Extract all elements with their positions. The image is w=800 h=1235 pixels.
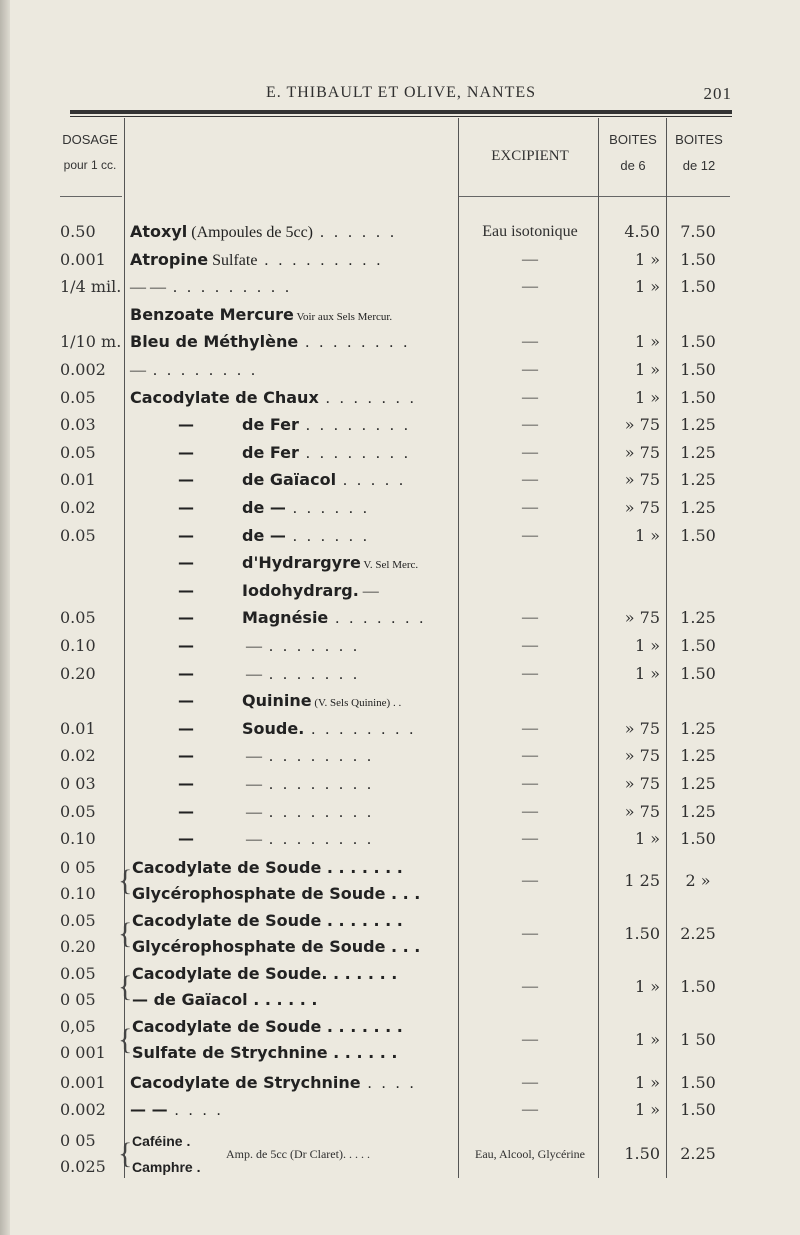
table-row <box>0 632 800 660</box>
product-name <box>130 356 258 385</box>
excipient-value: — <box>522 775 538 792</box>
dosage-value: 0.05 <box>60 387 96 407</box>
product-detail: — <box>242 776 262 793</box>
box-of-6-price: 1 » <box>634 277 660 297</box>
product-label: de — <box>242 498 286 517</box>
box-of-12-price: 1.25 <box>680 415 716 435</box>
dosage-value: 0 001 <box>60 1042 106 1062</box>
box-of-12-price: 1.50 <box>680 277 716 297</box>
table-row <box>0 384 800 412</box>
dosage-value: 0.025 <box>60 1157 106 1176</box>
table-row <box>0 549 800 577</box>
dosage-value: 0.50 <box>60 222 96 241</box>
leader-dots: . . . . . . . <box>262 638 360 655</box>
box-of-12-price: 1.25 <box>680 718 716 738</box>
product-name <box>130 328 410 357</box>
box-of-6-price: 1 » <box>634 525 660 545</box>
dosage-value: 0.20 <box>60 936 96 956</box>
cross-reference-note: Voir aux Sels Mercur. <box>293 310 393 323</box>
product-name <box>130 439 411 468</box>
product-name <box>130 660 360 689</box>
product-label: Cacodylate de Strychnine <box>130 1072 361 1092</box>
product-detail: — <box>242 748 262 766</box>
box-of-12-price: 1.50 <box>680 1072 716 1092</box>
page-header <box>70 84 732 108</box>
excipient-value: — <box>522 443 538 461</box>
table-row <box>0 301 800 329</box>
box-of-6-price: 1 » <box>634 387 660 407</box>
box-of-12-price: 2 » <box>685 870 711 890</box>
box-of-6-price: 1 » <box>634 332 660 352</box>
table-row <box>0 273 800 301</box>
product-label: — — <box>130 1100 168 1120</box>
table-row-combined <box>0 1128 800 1180</box>
leader-dots: . . . . . . . . <box>262 803 374 821</box>
box-of-6-price: » 75 <box>624 442 660 462</box>
leader-dots: . . . . . . . . <box>298 444 411 462</box>
dosage-value: 0.20 <box>60 663 96 683</box>
dosage-value: 0.01 <box>60 470 96 490</box>
excipient-value: — <box>522 361 538 378</box>
excipient-value: — <box>522 388 538 406</box>
excipient-value: — <box>522 871 538 889</box>
product-label: Magnésie <box>242 608 329 628</box>
leader-dots: . . . . . . . . <box>298 417 411 435</box>
box-of-12-price: 1.50 <box>680 387 716 407</box>
product-name <box>130 246 383 275</box>
box-of-6-price: » 75 <box>624 498 660 517</box>
rule-under-dosage <box>60 196 122 197</box>
ditto-mark: — <box>178 415 194 435</box>
box-of-6-price: 1 » <box>634 663 660 683</box>
ditto-mark: — <box>178 608 194 628</box>
product-label: Atoxyl <box>130 222 188 241</box>
table-row <box>0 825 800 853</box>
product-label: Benzoate Mercure <box>130 304 294 324</box>
dosage-value: 0.05 <box>60 525 96 545</box>
product-name <box>130 1069 417 1098</box>
box-of-6-price: » 75 <box>624 470 660 490</box>
box-of-6-price: 1 » <box>634 360 660 379</box>
product-name <box>130 798 374 827</box>
dosage-value: 0.05 <box>60 963 96 983</box>
product-name <box>130 632 360 661</box>
col-boites6-head-2: de 6 <box>620 158 646 173</box>
product-detail: Amp. de 5cc (Dr Claret). . . . . <box>226 1147 370 1161</box>
product-label: de Fer <box>242 415 299 435</box>
excipient-value: — <box>522 526 538 544</box>
box-of-6-price: 1 25 <box>624 870 660 890</box>
brace-mark: { <box>118 1137 133 1170</box>
header-rule-thin <box>70 116 732 117</box>
table-row <box>0 687 800 715</box>
ditto-mark: — <box>178 801 194 821</box>
leader-dots: . . . . . . . . . <box>257 251 384 269</box>
ditto-mark: — <box>178 718 194 738</box>
leader-dots: . . . . . . <box>313 224 397 241</box>
box-of-6-price: 4.50 <box>624 222 660 241</box>
box-of-12-price: 1.25 <box>680 801 716 821</box>
table-row-combined <box>0 908 800 960</box>
table-row <box>0 1096 800 1124</box>
product-detail: Sulfate <box>208 251 258 269</box>
rule-under-boites <box>600 196 730 197</box>
product-name <box>130 494 370 523</box>
leader-dots: . . . . . . . . <box>262 776 374 793</box>
dosage-value: 0.10 <box>60 636 96 655</box>
excipient-value: — <box>522 747 538 765</box>
dosage-value: 0 05 <box>60 989 96 1009</box>
table-row <box>0 1069 800 1097</box>
box-of-12-price: 1.50 <box>680 332 716 352</box>
excipient-value: — <box>522 1073 538 1091</box>
table-row <box>0 466 800 494</box>
product-name <box>130 218 397 247</box>
table-row <box>0 604 800 632</box>
product-detail: — <box>358 582 379 600</box>
excipient-value: — <box>522 499 538 516</box>
box-of-6-price: 1.50 <box>624 1144 660 1163</box>
header-rule-thick <box>70 110 732 114</box>
product-detail: — <box>242 638 262 655</box>
dosage-value: 0.02 <box>60 746 96 766</box>
product-name <box>130 604 426 633</box>
dosage-value: 0.05 <box>60 608 96 628</box>
leader-dots: . . . . . <box>336 472 407 490</box>
dosage-value: 0.02 <box>60 498 96 517</box>
excipient-value: — <box>522 924 538 942</box>
box-of-12-price: 1.50 <box>680 663 716 683</box>
ditto-mark: — <box>178 553 194 573</box>
dosage-value: 0.01 <box>60 718 96 738</box>
product-name <box>130 825 374 854</box>
box-of-6-price: 1 » <box>634 1072 660 1092</box>
product-name <box>130 301 392 331</box>
table-row <box>0 660 800 688</box>
dosage-value: 0.002 <box>60 1100 106 1120</box>
box-of-12-price: 1.25 <box>680 470 716 490</box>
leader-dots: . . . . . . . <box>328 610 427 628</box>
ditto-mark: — <box>178 829 194 849</box>
dosage-value: 0.002 <box>60 360 106 379</box>
box-of-12-price: 1 50 <box>680 1029 716 1049</box>
col-boites6-head-1: BOITES <box>609 132 657 147</box>
col-boites12-head-2: de 12 <box>682 158 716 173</box>
product-name: Caféine . <box>132 1133 191 1149</box>
box-of-6-price: » 75 <box>624 801 660 821</box>
dosage-value: 0,05 <box>60 1016 96 1036</box>
product-name <box>130 466 406 495</box>
col-dosage-head-2: pour 1 cc. <box>63 158 117 172</box>
excipient-value: — <box>522 719 538 737</box>
table-row <box>0 328 800 356</box>
ditto-mark: — <box>178 442 194 462</box>
box-of-12-price: 1.50 <box>680 976 716 996</box>
col-boites12-head-1: BOITES <box>675 132 723 147</box>
table-row <box>0 715 800 743</box>
brace-mark: { <box>118 916 133 950</box>
excipient-value: — <box>522 830 538 848</box>
product-name <box>130 384 417 413</box>
excipient-value: — <box>522 637 538 654</box>
box-of-6-price: 1 » <box>634 976 660 996</box>
table-row <box>0 218 800 246</box>
leader-dots: . . . . . . . <box>262 665 360 683</box>
dosage-value: 1/4 mil. <box>60 277 122 297</box>
cross-reference-note: (V. Sels Quinine) . . <box>311 697 402 710</box>
box-of-12-price: 2.25 <box>680 923 716 943</box>
ditto-mark: — <box>178 580 194 600</box>
excipient-value: — <box>522 1101 538 1119</box>
box-of-6-price: » 75 <box>624 608 660 628</box>
table-row-combined <box>0 1014 800 1066</box>
product-name <box>130 742 374 771</box>
table-row-combined <box>0 961 800 1013</box>
dosage-value: 0 05 <box>60 857 96 877</box>
product-label: d'Hydrargyre <box>242 553 361 573</box>
ditto-mark: — <box>178 691 194 711</box>
ditto-mark: — <box>178 774 194 793</box>
rule-under-excipient <box>458 196 600 197</box>
product-name: Camphre . <box>132 1159 201 1175</box>
product-detail: — <box>242 665 262 683</box>
ditto-mark: — <box>178 746 194 766</box>
box-of-12-price: 1.25 <box>680 442 716 462</box>
box-of-6-price: » 75 <box>624 415 660 435</box>
dosage-value: 0.05 <box>60 801 96 821</box>
product-name <box>130 273 292 302</box>
box-of-12-price: 1.50 <box>680 1100 716 1120</box>
product-detail: — <box>242 803 262 821</box>
table-row <box>0 246 800 274</box>
leader-dots: . . . . . . <box>285 500 370 517</box>
product-name <box>130 549 418 579</box>
product-detail: — — <box>130 279 166 297</box>
product-label: de — <box>242 525 286 545</box>
excipient-value: — <box>522 471 538 489</box>
brace-mark: { <box>118 969 133 1003</box>
box-of-6-price: 1 » <box>634 249 660 269</box>
product-label: Iodohydrarg. <box>242 580 359 600</box>
table-row <box>0 770 800 798</box>
box-of-12-price: 1.50 <box>680 525 716 545</box>
ditto-mark: — <box>178 636 194 655</box>
product-name: Cacodylate de Soude . . . . . . . <box>132 1016 403 1036</box>
leader-dots: . . . . . . . . <box>262 831 374 849</box>
col-excipient-head: EXCIPIENT <box>491 148 569 164</box>
box-of-12-price: 1.50 <box>680 829 716 849</box>
table-row <box>0 356 800 384</box>
product-label: de Fer <box>242 442 299 462</box>
product-name: Cacodylate de Soude . . . . . . . <box>132 857 403 877</box>
box-of-12-price: 7.50 <box>680 222 716 241</box>
table-row <box>0 522 800 550</box>
excipient-value: — <box>522 802 538 820</box>
dosage-value: 0.001 <box>60 1072 106 1092</box>
ditto-mark: — <box>178 498 194 517</box>
col-dosage-head-1: DOSAGE <box>62 132 118 147</box>
product-detail: — <box>242 831 262 849</box>
table-row <box>0 439 800 467</box>
box-of-6-price: » 75 <box>624 746 660 766</box>
ditto-mark: — <box>178 663 194 683</box>
product-name <box>130 577 379 606</box>
box-of-6-price: » 75 <box>624 718 660 738</box>
excipient-value: — <box>522 1030 538 1048</box>
dosage-value: 0.10 <box>60 829 96 849</box>
table-row <box>0 577 800 605</box>
product-label: Atropine <box>130 249 209 269</box>
product-name: Glycérophosphate de Soude . . . <box>132 936 421 956</box>
table-row <box>0 411 800 439</box>
leader-dots: . . . . <box>360 1074 417 1092</box>
dosage-value: 0.001 <box>60 249 106 269</box>
leader-dots: . . . . . . . . <box>262 748 374 766</box>
leader-dots: . . . . <box>167 1102 224 1120</box>
product-label: Quinine <box>242 691 312 711</box>
box-of-12-price: 1.25 <box>680 746 716 766</box>
ditto-mark: — <box>178 525 194 545</box>
product-name: Cacodylate de Soude . . . . . . . <box>132 910 403 930</box>
cross-reference-note: V. Sel Merc. <box>360 559 419 572</box>
dosage-value: 0 03 <box>60 774 96 793</box>
dosage-value: 1/10 m. <box>60 332 122 352</box>
box-of-12-price: 2.25 <box>680 1144 716 1163</box>
table-row <box>0 494 800 522</box>
excipient-value: — <box>522 977 538 995</box>
box-of-12-price: 1.25 <box>680 608 716 628</box>
dosage-value: 0.03 <box>60 415 96 435</box>
table-row-combined <box>0 855 800 907</box>
product-name <box>130 770 374 799</box>
product-label: de Gaïacol <box>242 470 337 490</box>
product-name <box>130 715 416 744</box>
box-of-12-price: 1.25 <box>680 774 716 793</box>
box-of-12-price: 1.50 <box>680 636 716 655</box>
leader-dots: . . . . . . . . . <box>166 279 292 297</box>
leader-dots: . . . . . . . . <box>146 362 258 379</box>
box-of-12-price: 1.50 <box>680 249 716 269</box>
product-detail: — <box>130 362 146 379</box>
product-label: Soude. <box>242 718 305 738</box>
box-of-6-price: 1 » <box>634 1029 660 1049</box>
dosage-value: 0.05 <box>60 442 96 462</box>
box-of-12-price: 1.50 <box>680 360 716 379</box>
box-of-6-price: 1.50 <box>624 923 660 943</box>
excipient-value: Eau isotonique <box>482 223 578 240</box>
product-label: Bleu de Méthylène <box>130 332 299 352</box>
box-of-6-price: 1 » <box>634 829 660 849</box>
dosage-value: 0.10 <box>60 883 96 903</box>
excipient-value: — <box>522 333 538 351</box>
box-of-6-price: 1 » <box>634 636 660 655</box>
leader-dots: . . . . . . . . <box>298 334 411 352</box>
brace-mark: { <box>118 863 133 897</box>
dosage-value: 0 05 <box>60 1131 96 1150</box>
product-label: Cacodylate de Chaux <box>130 387 319 407</box>
excipient-value: — <box>522 664 538 682</box>
product-name <box>130 687 401 717</box>
product-name <box>130 411 411 440</box>
product-name: Sulfate de Strychnine . . . . . . <box>132 1042 398 1062</box>
excipient-value: — <box>522 416 538 434</box>
product-name: Cacodylate de Soude. . . . . . . <box>132 963 398 983</box>
table-row <box>0 742 800 770</box>
ditto-mark: — <box>178 470 194 490</box>
product-name <box>130 522 370 551</box>
excipient-value: — <box>522 250 538 268</box>
leader-dots: . . . . . . <box>285 527 370 545</box>
leader-dots: . . . . . . . . <box>304 720 417 738</box>
brace-mark: { <box>118 1022 133 1056</box>
excipient-value: — <box>522 278 538 296</box>
box-of-12-price: 1.25 <box>680 498 716 517</box>
leader-dots: . . . . . . . <box>318 389 417 407</box>
product-name: Glycérophosphate de Soude . . . <box>132 883 421 903</box>
product-detail: (Ampoules de 5cc) <box>187 224 313 241</box>
dosage-value: 0.05 <box>60 910 96 930</box>
page-number: 201 <box>703 84 732 103</box>
box-of-6-price: 1 » <box>634 1100 660 1120</box>
product-name <box>130 1096 224 1125</box>
header-title: E. THIBAULT ET OLIVE, NANTES <box>265 84 537 101</box>
product-name: — de Gaïacol . . . . . . <box>132 989 318 1009</box>
excipient-value: Eau, Alcool, Glycérine <box>475 1147 585 1161</box>
excipient-value: — <box>522 609 538 627</box>
table-row <box>0 798 800 826</box>
box-of-6-price: » 75 <box>624 774 660 793</box>
